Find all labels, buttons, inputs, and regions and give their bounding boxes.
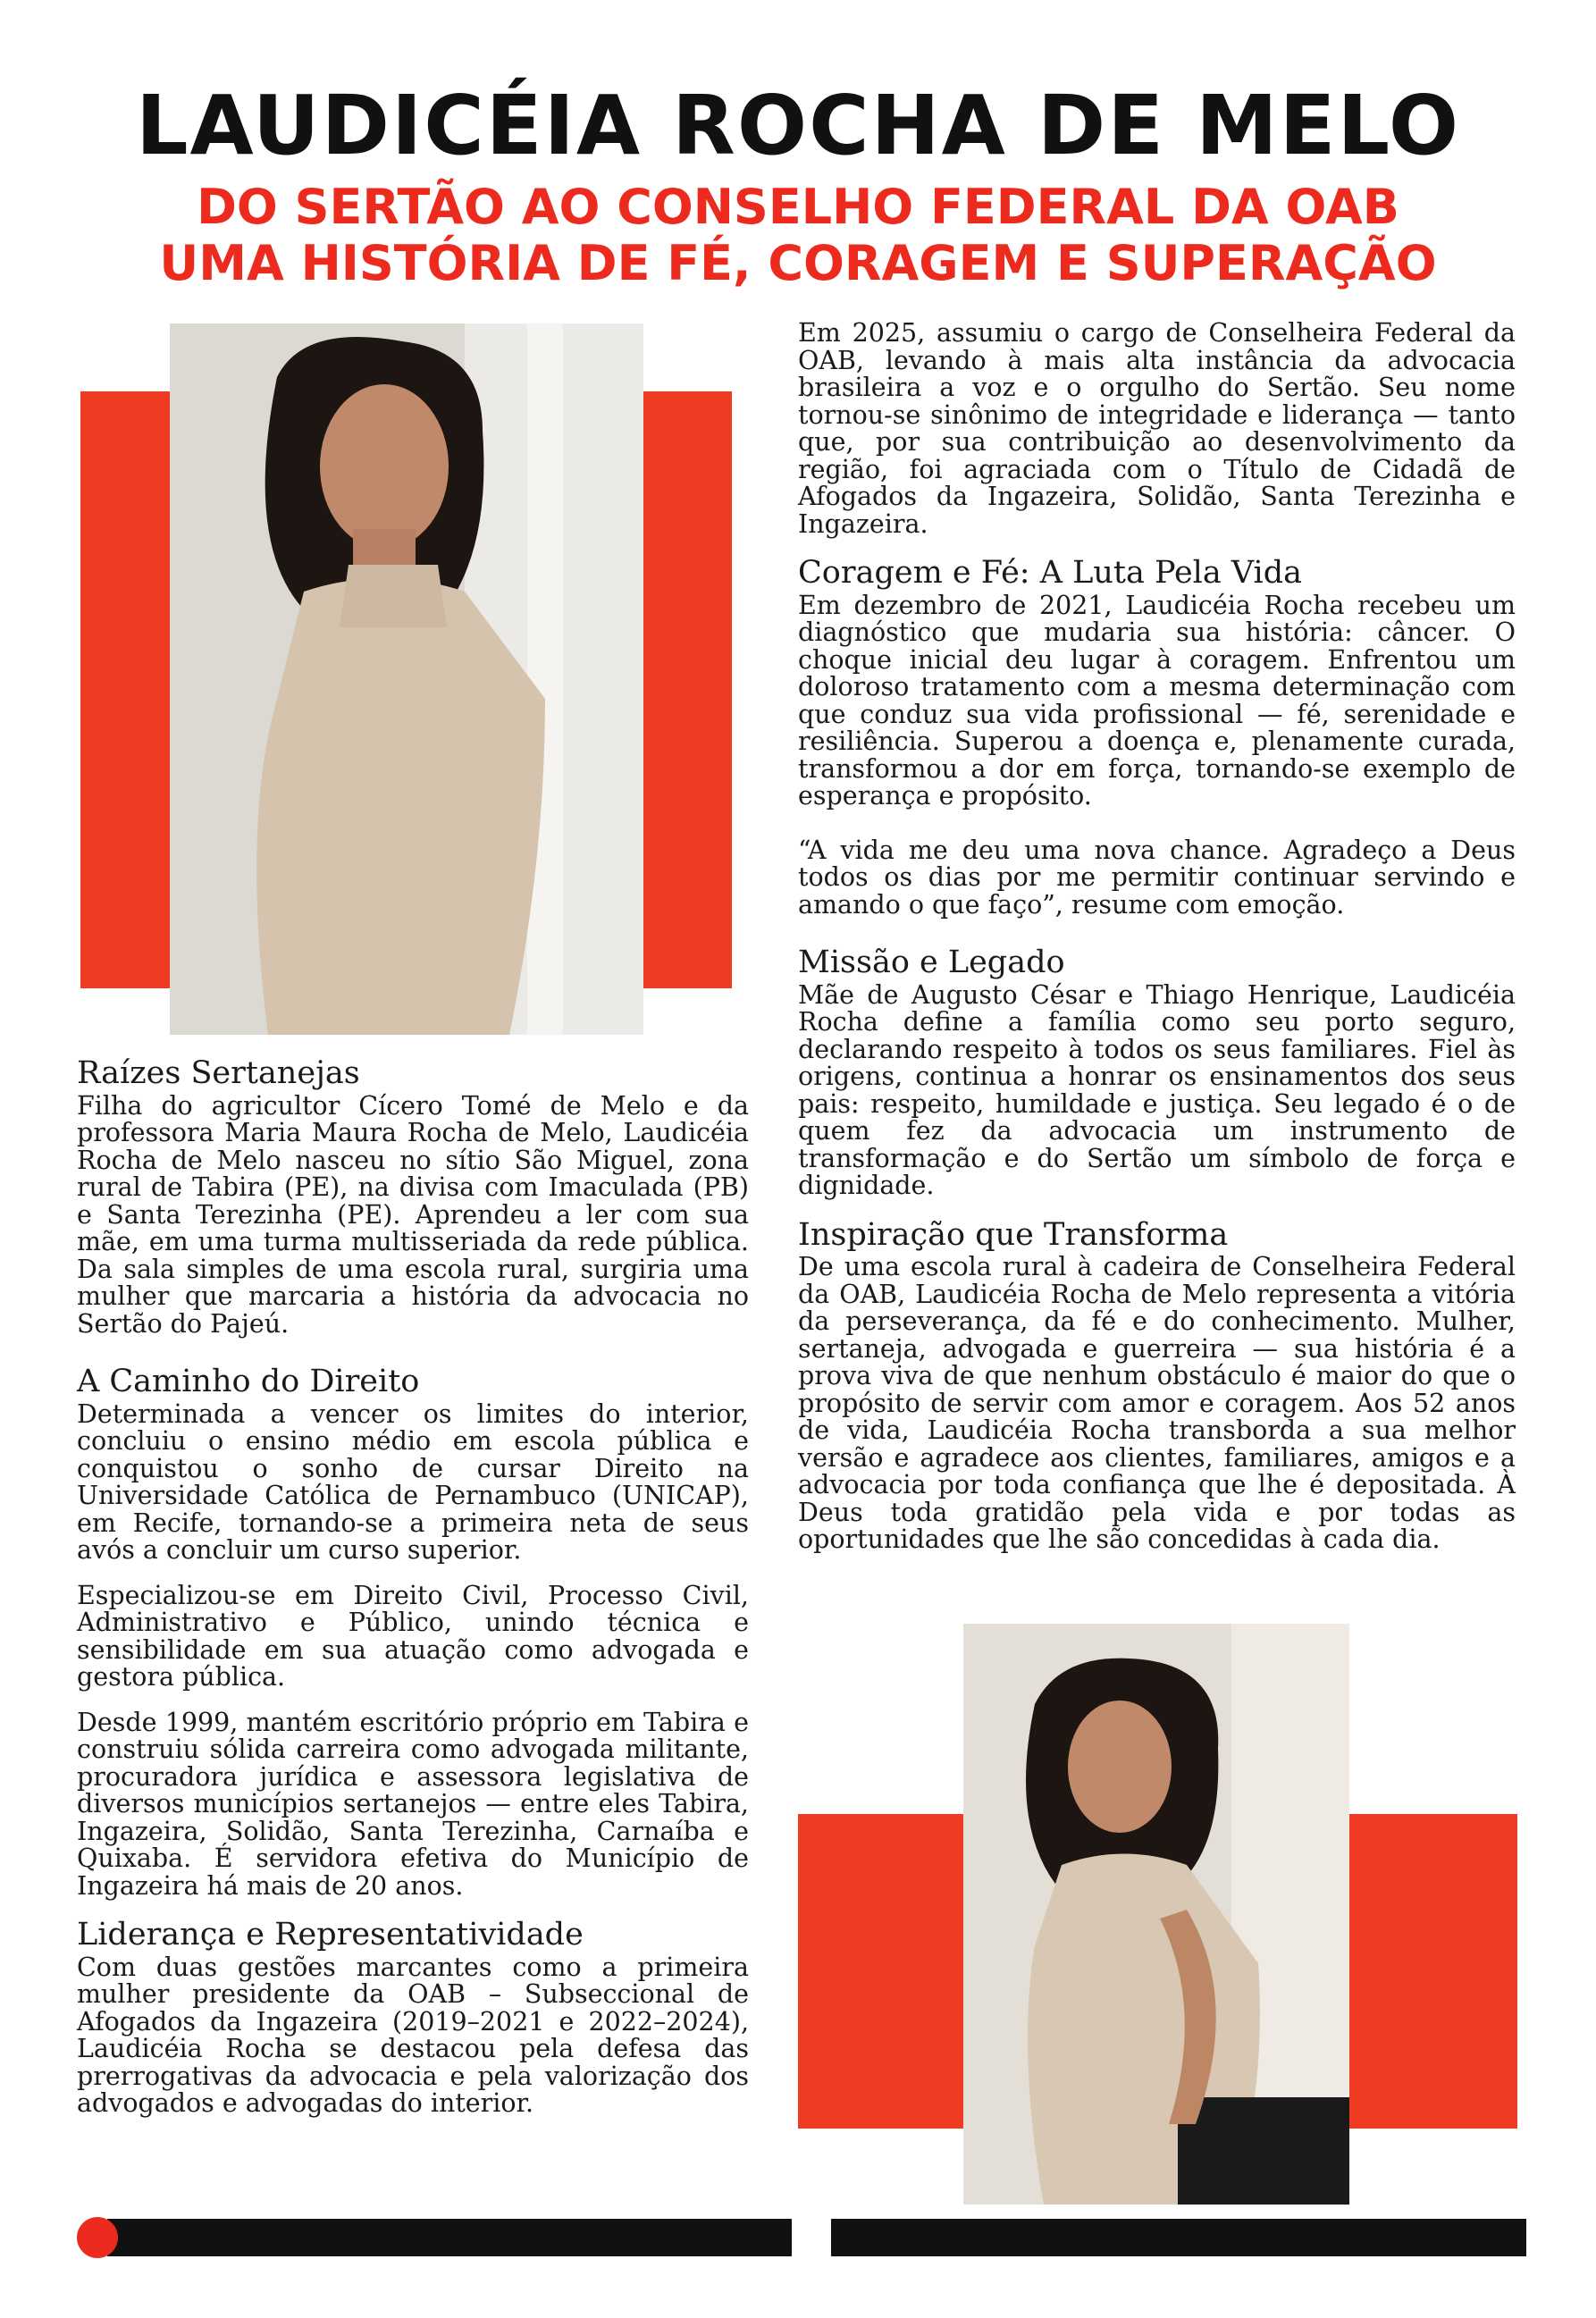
decor-red-block-bottom-left xyxy=(798,1814,963,2129)
section-heading-inspiracao: Inspiração que Transforma xyxy=(798,1216,1229,1253)
left-column xyxy=(77,1056,749,2118)
right-column xyxy=(798,320,1516,1554)
section-heading-raizes: Raízes Sertanejas xyxy=(77,1055,360,1091)
paragraph-caminho-1: Determinada a vencer os limites do interior, concluiu o ensino médio em escola pública e conquistou o sonho de cursar Direito na Universidade Católica de Pernambuco (UNICAP), em Recife, tornando-se a primeira neta de seus avós a concluir um curso superior. xyxy=(77,1398,749,1565)
section-heading-caminho: A Caminho do Direito xyxy=(77,1364,420,1399)
portrait-photo xyxy=(170,323,643,1035)
paragraph-coragem-1: Em dezembro de 2021, Laudicéia Rocha recebeu um diagnóstico que mudaria sua história: câncer. O choque inicial deu lugar à coragem. Enfrentou um doloroso tratamento com a mesma determinação com que conduz sua vida profissional — fé, serenidade e resiliência. Superou a doença e, plenamente curada, transformou a dor em força, tornando-se exemplo de esperança e propósito. xyxy=(798,590,1516,810)
subtitle-line-2: UMA HISTÓRIA DE FÉ, CORAGEM E SUPERAÇÃO xyxy=(159,235,1437,291)
paragraph-caminho-2: Especializou-se em Direito Civil, Processo Civil, Administrativo e Público, unindo técnica e sensibilidade em sua atuação como advogada e gestora pública. xyxy=(77,1580,749,1692)
section-heading-coragem: Coragem e Fé: A Luta Pela Vida xyxy=(798,555,1302,591)
paragraph-missao: Mãe de Augusto César e Thiago Henrique, Laudicéia Rocha define a família como seu porto seguro, declarando respeito à todos os seus familiares. Fiel às origens, continua a honrar os ensinamentos dos seus pais: respeito, humildade e justiça. Seu legado é o de quem fez da advocacia um instrumento de transformação e do Sertão um símbolo de força e dignidade. xyxy=(798,979,1516,1200)
footer-bar-right xyxy=(831,2219,1526,2256)
subtitle-line-1: DO SERTÃO AO CONSELHO FEDERAL DA OAB xyxy=(197,179,1399,235)
paragraph-caminho-3: Desde 1999, mantém escritório próprio em Tabira e construiu sólida carreira como advogada militante, procuradora jurídica e assessora legislativa de diversos municípios sertanejos — entre eles Tabira, Ingazeira, Solidão, Santa Terezinha, Carnaíba e Quixaba. É servidora efetiva do Município de Ingazeira há mais de 20 anos. xyxy=(77,1707,749,1901)
footer-bar-left xyxy=(107,2219,792,2256)
section-heading-lideranca: Liderança e Representatividade xyxy=(77,1917,584,1953)
section-heading-missao: Missão e Legado xyxy=(798,945,1065,980)
footer-red-dot xyxy=(77,2217,118,2258)
secondary-portrait-photo xyxy=(963,1624,1349,2205)
paragraph-intro: Em 2025, assumiu o cargo de Conselheira Federal da OAB, levando à mais alta instância da advocacia brasileira a voz e o orgulho do Sertão. Seu nome tornou-se sinônimo de integridade e liderança — tanto que, por sua contribuição ao desenvolvimento da região, foi agraciada com o Título de Cidadã de Afogados da Ingazeira, Solidão, Santa Terezinha e Ingazeira. xyxy=(798,318,1516,539)
decor-red-block-bottom-right xyxy=(1345,1814,1517,2129)
decor-red-block-right xyxy=(641,391,732,988)
paragraph-inspiracao: De uma escola rural à cadeira de Conselheira Federal da OAB, Laudicéia Rocha de Melo representa a vitória da perseverança, da fé e do conhecimento. Mulher, sertaneja, advogada e guerreira — sua história é a prova viva de que nenhum obstáculo é maior do que o propósito de servir com amor e coragem. Aos 52 anos de vida, Laudicéia Rocha transborda a sua melhor versão e agradece aos clientes, familiares, amigos e a advocacia por toda confiança que lhe é depositada. À Deus toda gratidão pela vida e por todas as oportunidades que lhe são concedidas à cada dia. xyxy=(798,1252,1516,1554)
quote-paragraph: “A vida me deu uma nova chance. Agradeço a Deus todos os dias por me permitir continuar servindo e amando o que faço”, resume com emoção. xyxy=(798,835,1516,920)
paragraph-lideranca: Com duas gestões marcantes como a primeira mulher presidente da OAB – Subseccional de Afogados da Ingazeira (2019–2021 e 2022–2024), Laudicéia Rocha se destacou pela defesa das prerrogativas da advocacia e pela valorização dos advogados e advogadas do interior. xyxy=(77,1952,749,2118)
paragraph-raizes: Filha do agricultor Cícero Tomé de Melo e da professora Maria Maura Rocha de Melo, Laudicéia Rocha de Melo nasceu no sítio São Miguel, zona rural de Tabira (PE), na divisa com Imaculada (PB) e Santa Terezinha (PE). Aprendeu a ler com sua mãe, em uma turma multisseriada da rede pública. Da sala simples de uma escola rural, surgiria uma mulher que marcaria a história da advocacia no Sertão do Pajeú. xyxy=(77,1090,749,1339)
decor-red-block-left xyxy=(80,391,170,988)
page-title: LAUDICÉIA ROCHA DE MELO xyxy=(135,78,1461,173)
